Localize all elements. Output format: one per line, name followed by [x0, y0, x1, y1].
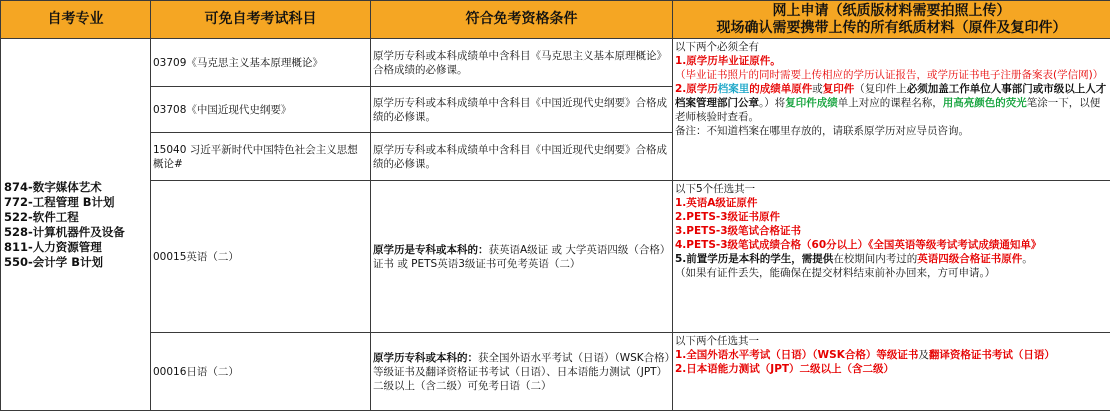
major-item: 522-软件工程 [4, 209, 79, 224]
header-row [1, 1, 1110, 39]
materials-intro: 以下两个任选其一 [675, 335, 759, 347]
text-fragment: 5.前置学历是本科的学生，需提供 [675, 253, 834, 265]
text-fragment: 1.全国外语水平考试（日语）（WSK合格）等级证书 [675, 349, 919, 361]
condition-text: 获全国外语水平考试（日语）（WSK合格）等级证书及翻译资格证书考试（日语）、日本语能力测试（JPT）二级以上（含二级）可免考日语（二） [373, 351, 670, 392]
materials-intro: 以下5个任选其一 [675, 183, 756, 195]
condition-cell [371, 333, 673, 411]
subject-cell: 03708《中国近现代史纲要》 [151, 87, 371, 133]
header-major: 自考专业 [1, 1, 151, 39]
text-fragment: 2.原学历 [675, 83, 718, 95]
text-fragment: 英语四级合格证书原件 [917, 253, 1023, 265]
text-fragment: 必须加盖工作单位人事部门或市级以上人才档案管理部门公章 [675, 83, 1107, 109]
text-fragment: 翻译资格证书考试（日语） [928, 349, 1055, 361]
subject-cell: 03709《马克思主义基本原理概论》 [151, 39, 371, 87]
materials-item: 2.PETS-3级证书原件 [675, 211, 781, 223]
header-condition: 符合免考资格条件 [371, 1, 673, 39]
text-fragment: 。 [1022, 253, 1033, 265]
condition-cell: 原学历专科或本科成绩单中含科目《马克思主义基本原理概论》合格成绩的必修课。 [371, 39, 673, 87]
text-fragment: 。）将 [759, 97, 786, 109]
condition-cell [371, 181, 673, 333]
materials-note: （如果有证件丢失，能确保在提交材料结束前补办回来，方可申请。） [675, 267, 996, 279]
subject-cell: 00016日语（二） [151, 333, 371, 411]
materials-cell-japanese [673, 333, 1110, 411]
condition-lead: 原学历专科或本科的： [373, 351, 478, 364]
materials-item: 1.原学历毕业证原件。 [675, 55, 781, 67]
materials-cell-english [673, 181, 1110, 333]
materials-item [675, 252, 1108, 266]
text-fragment: 复印件 [822, 83, 855, 95]
materials-note: 备注：不知道档案在哪里存放的，请联系原学历对应导员咨询。 [675, 125, 969, 137]
text-fragment: 用高亮颜色的荧光 [942, 97, 1027, 109]
header-materials [673, 1, 1110, 39]
text-fragment: 档案里 [717, 83, 750, 95]
major-list [1, 39, 151, 411]
materials-item: 2.日本语能力测试（JPT）二级以上（含二级） [675, 363, 895, 375]
condition-text: 获英语A级证 或 大学英语四级（合格）证书 或 PETS英语3级证书可免考英语（二） [373, 243, 666, 270]
table-row [1, 181, 1110, 333]
materials-intro: 以下两个必须全有 [675, 41, 759, 53]
materials-item: 3.PETS-3级笔试合格证书 [675, 225, 802, 237]
materials-item: 1.英语A级证原件 [675, 197, 758, 209]
header-materials-line2: 现场确认需要携带上传的所有纸质材料（原件及复印件） [716, 19, 1067, 36]
materials-item: 4.PETS-3级笔试成绩合格（60分以上）《全国英语等级考试考试成绩通知单》 [675, 239, 1042, 251]
condition-cell: 原学历专科或本科成绩单中含科目《中国近现代史纲要》合格成绩的必修课。 [371, 133, 673, 181]
materials-note: （毕业证书照片的同时需要上传相应的学历认证报告，或学历证书电子注册备案表(学信网)） [675, 69, 1104, 81]
condition-cell: 原学历专科或本科成绩单中含科目《中国近现代史纲要》合格成绩的必修课。 [371, 87, 673, 133]
subject-cell: 15040 习近平新时代中国特色社会主义思想概论# [151, 133, 371, 181]
text-fragment: 复印件成绩 [785, 97, 838, 109]
text-fragment: 的成绩单原件 [749, 83, 813, 95]
subject-cell: 00015英语（二） [151, 181, 371, 333]
text-fragment: 及 [918, 349, 929, 361]
text-fragment: 或 [812, 83, 823, 95]
major-item: 550-会计学 B计划 [4, 254, 104, 269]
materials-item [675, 348, 1108, 362]
major-item: 528-计算机器件及设备 [4, 224, 125, 239]
text-fragment: 笔涂一下，以便老师核验时查看。 [675, 97, 1101, 123]
text-fragment: 在校期间内考过的 [833, 253, 918, 265]
materials-cell-politics [673, 39, 1110, 181]
header-subject: 可免自考考试科目 [151, 1, 371, 39]
text-fragment: 单上对应的课程名称， [837, 97, 943, 109]
major-item: 874-数字媒体艺术 [4, 179, 102, 194]
table-row [1, 39, 1110, 87]
text-fragment: （复印件上 [854, 83, 907, 95]
table-row [1, 333, 1110, 411]
condition-lead: 原学历是专科或本科的： [373, 243, 489, 256]
header-materials-line1: 网上申请（纸质版材料需要拍照上传） [772, 2, 1011, 19]
materials-item [675, 82, 1108, 124]
major-item: 811-人力资源管理 [4, 239, 102, 254]
major-item: 772-工程管理 B计划 [4, 194, 115, 209]
